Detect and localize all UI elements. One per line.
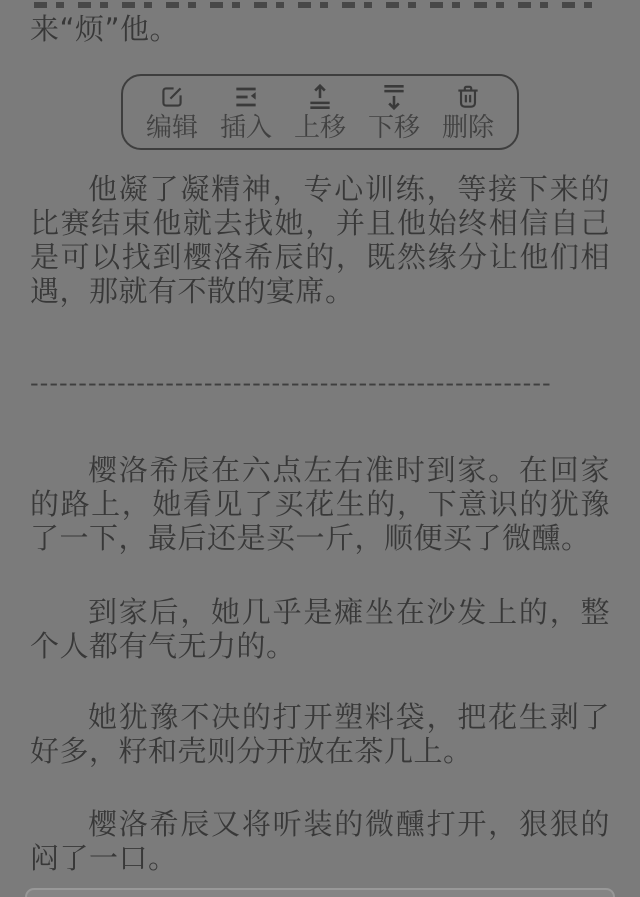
paragraph-tail[interactable]: 来“烦”他。 [30, 12, 180, 46]
delete-button[interactable] [435, 82, 501, 143]
insert-button[interactable] [213, 82, 279, 143]
move-up-button[interactable] [287, 82, 353, 143]
paragraph-edit-toolbar [121, 74, 519, 150]
edit-button[interactable] [139, 82, 205, 143]
next-selection-panel-edge [25, 888, 615, 897]
move-down-button[interactable] [361, 82, 427, 143]
edit-button-label: 编辑 [145, 112, 198, 143]
scene-divider[interactable]: ------------------------------------------------------ [30, 369, 552, 397]
paragraph[interactable]: 到家后，她几乎是瘫坐在沙发上的，整个人都有气无力的。 [30, 595, 610, 663]
paragraph[interactable]: 他凝了凝精神，专心训练，等接下来的比赛结束他就去找她，并且他始终相信自己是可以找到樱洛希辰的，既然缘分让他们相遇，那就有不散的宴席。 [30, 172, 610, 308]
text-column [0, 12, 640, 875]
delete-icon [453, 82, 483, 112]
move-down-icon [379, 82, 409, 112]
move-up-icon [305, 82, 335, 112]
clipped-previous-line [34, 2, 606, 8]
paragraph[interactable]: 樱洛希辰在六点左右准时到家。在回家的路上，她看见了买花生的，下意识的犹豫了一下，最后还是买一斤，顺便买了微醺。 [30, 453, 610, 555]
insert-button-label: 插入 [219, 112, 272, 143]
move-down-button-label: 下移 [367, 112, 420, 143]
paragraph[interactable]: 她犹豫不决的打开塑料袋，把花生剥了好多，籽和壳则分开放在茶几上。 [30, 700, 610, 768]
paragraph[interactable]: 樱洛希辰又将听装的微醺打开，狠狠的闷了一口。 [30, 807, 610, 875]
insert-icon [231, 82, 261, 112]
edit-icon [157, 82, 187, 112]
move-up-button-label: 上移 [293, 112, 346, 143]
delete-button-label: 删除 [441, 112, 494, 143]
